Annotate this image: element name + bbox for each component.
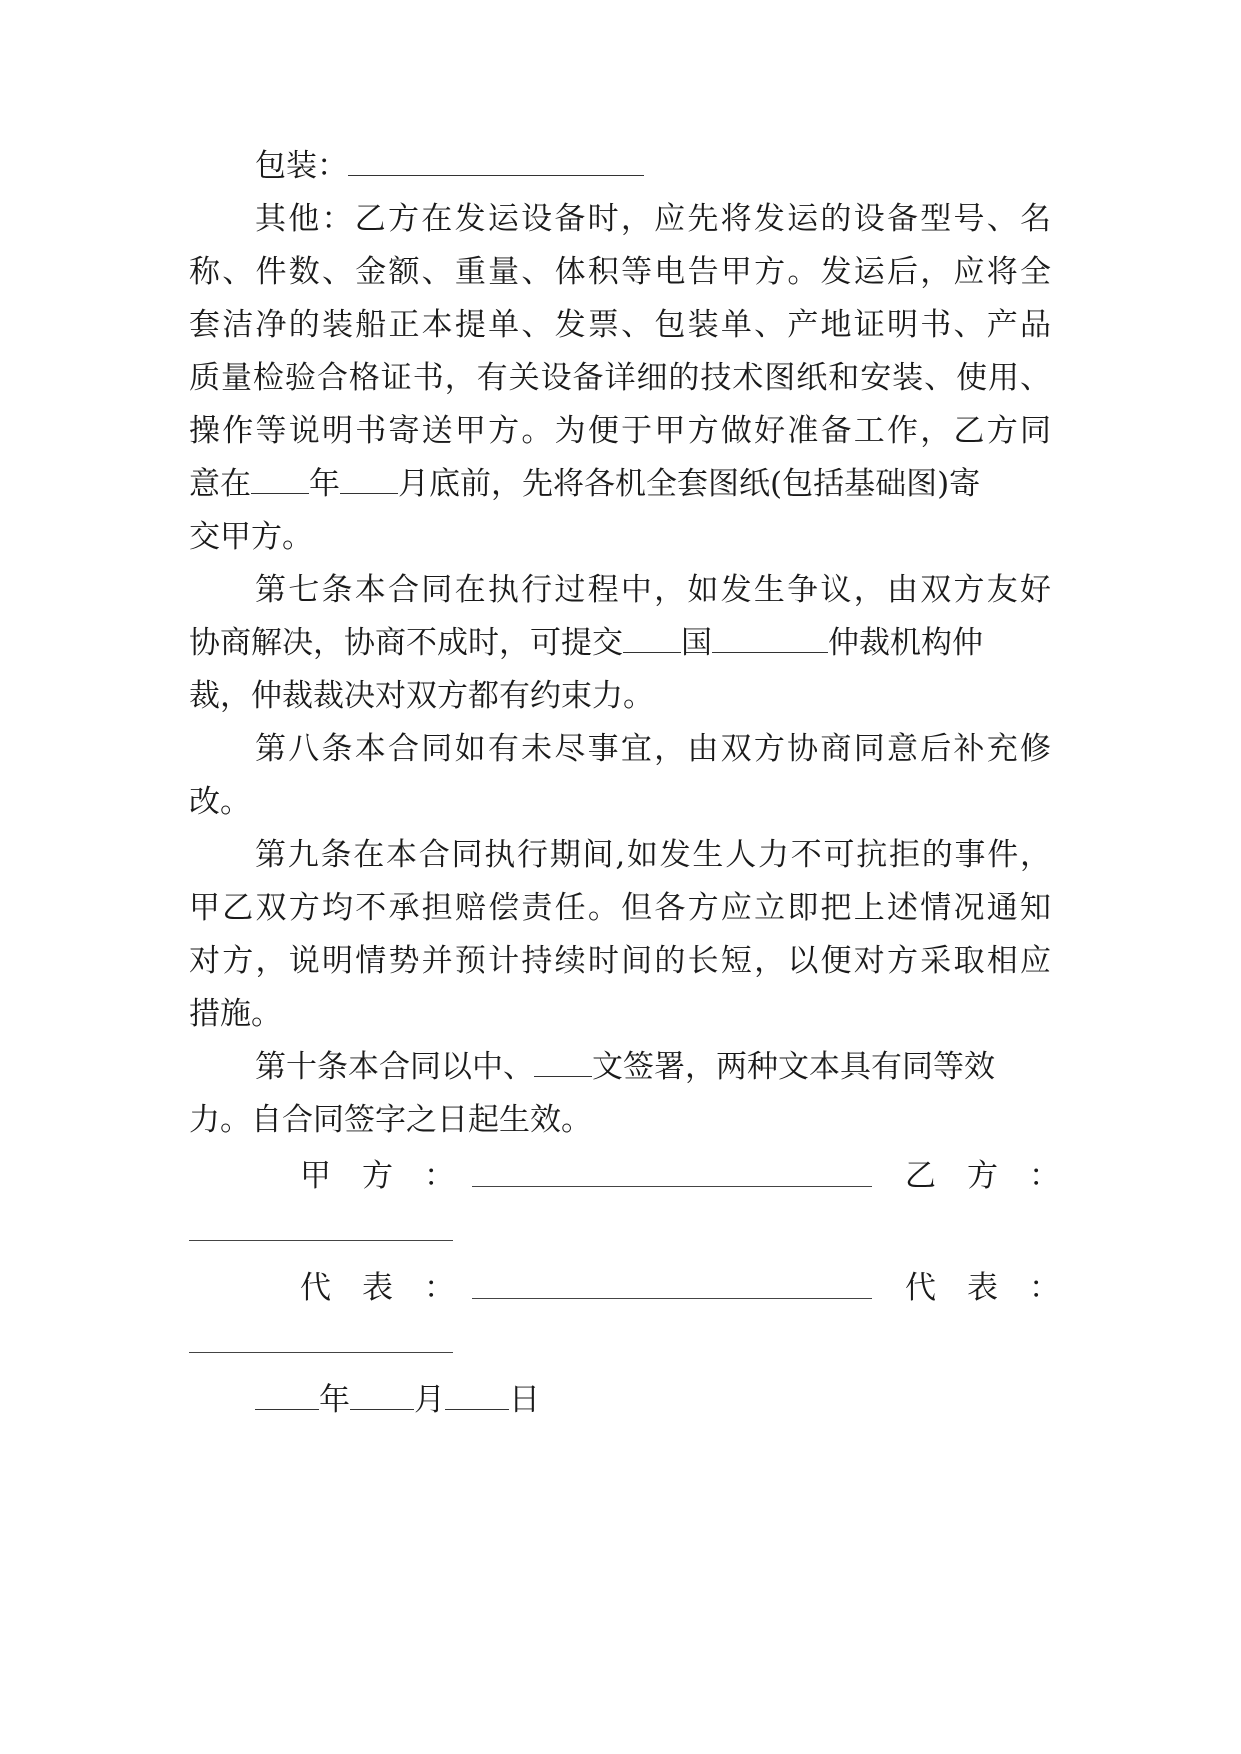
art7-line-3: 裁，仲裁裁决对双方都有约束力。 <box>189 678 654 714</box>
date-line <box>255 1380 1051 1420</box>
rep-a-label: 代 表 ： <box>300 1270 455 1306</box>
party-b-signature-line <box>189 1240 453 1241</box>
art10-line-1-a: 第十条本合同以中、 <box>255 1049 534 1085</box>
art7-line-1: 第七条本合同在执行过程中，如发生争议，由双方友好 <box>255 572 1051 608</box>
month-blank <box>340 467 398 494</box>
other-line-1: 其他：乙方在发运设备时，应先将发运的设备型号、名 <box>255 201 1051 237</box>
other-line-6 <box>189 464 1051 504</box>
other-line-6-a: 意在 <box>189 466 251 502</box>
art7-line-2-b: 国 <box>681 625 712 661</box>
date-day-blank <box>445 1383 509 1410</box>
other-line-5: 操作等说明书寄送甲方。为便于甲方做好准备工作，乙方同 <box>189 413 1051 449</box>
art9-line-3: 对方，说明情势并预计持续时间的长短，以便对方采取相应 <box>189 943 1051 979</box>
art8-line-1: 第八条本合同如有未尽事宜，由双方协商同意后补充修 <box>255 731 1051 767</box>
date-year: 年 <box>319 1382 350 1418</box>
rep-b-label: 代 表 ： <box>905 1270 1060 1306</box>
country-blank <box>623 626 681 653</box>
date-day: 日 <box>509 1382 540 1418</box>
other-line-3: 套洁净的装船正本提单、发票、包装单、产地证明书、产品 <box>189 307 1051 343</box>
rep-a-signature-line <box>472 1298 872 1299</box>
other-line-6-b: 年 <box>309 466 340 502</box>
packaging-blank <box>348 149 644 176</box>
party-a-signature-line <box>472 1186 872 1187</box>
other-line-2: 称、件数、金额、重量、体积等电告甲方。发运后，应将全 <box>189 254 1051 290</box>
art10-line-1 <box>255 1047 1051 1087</box>
other-line-6-c: 月底前，先将各机全套图纸(包括基础图)寄 <box>398 466 981 502</box>
packaging-label: 包装： <box>255 148 348 184</box>
art10-line-1-b: 文签署，两种文本具有同等效 <box>592 1049 995 1085</box>
date-year-blank <box>255 1383 319 1410</box>
art9-line-1: 第九条在本合同执行期间,如发生人力不可抗拒的事件， <box>255 837 1051 873</box>
art9-line-2: 甲乙双方均不承担赔偿责任。但各方应立即把上述情况通知 <box>189 890 1051 926</box>
art7-line-2 <box>189 623 1051 663</box>
date-month-blank <box>350 1383 414 1410</box>
language-blank <box>534 1050 592 1077</box>
other-line-4: 质量检验合格证书，有关设备详细的技术图纸和安装、使用、 <box>189 360 1051 396</box>
art8-line-2: 改。 <box>189 784 251 820</box>
arbitration-blank <box>712 626 828 653</box>
art7-line-2-c: 仲裁机构仲 <box>828 625 983 661</box>
art9-line-4: 措施。 <box>189 996 282 1032</box>
packaging-line <box>255 146 1051 186</box>
date-month: 月 <box>414 1382 445 1418</box>
art7-line-2-a: 协商解决，协商不成时，可提交 <box>189 625 623 661</box>
year-blank <box>251 467 309 494</box>
other-line-7: 交甲方。 <box>189 519 313 555</box>
party-b-label: 乙 方 ： <box>905 1158 1060 1194</box>
party-a-label: 甲 方 ： <box>300 1158 455 1194</box>
rep-b-signature-line <box>189 1352 453 1353</box>
art10-line-2: 力。自合同签字之日起生效。 <box>189 1102 592 1138</box>
